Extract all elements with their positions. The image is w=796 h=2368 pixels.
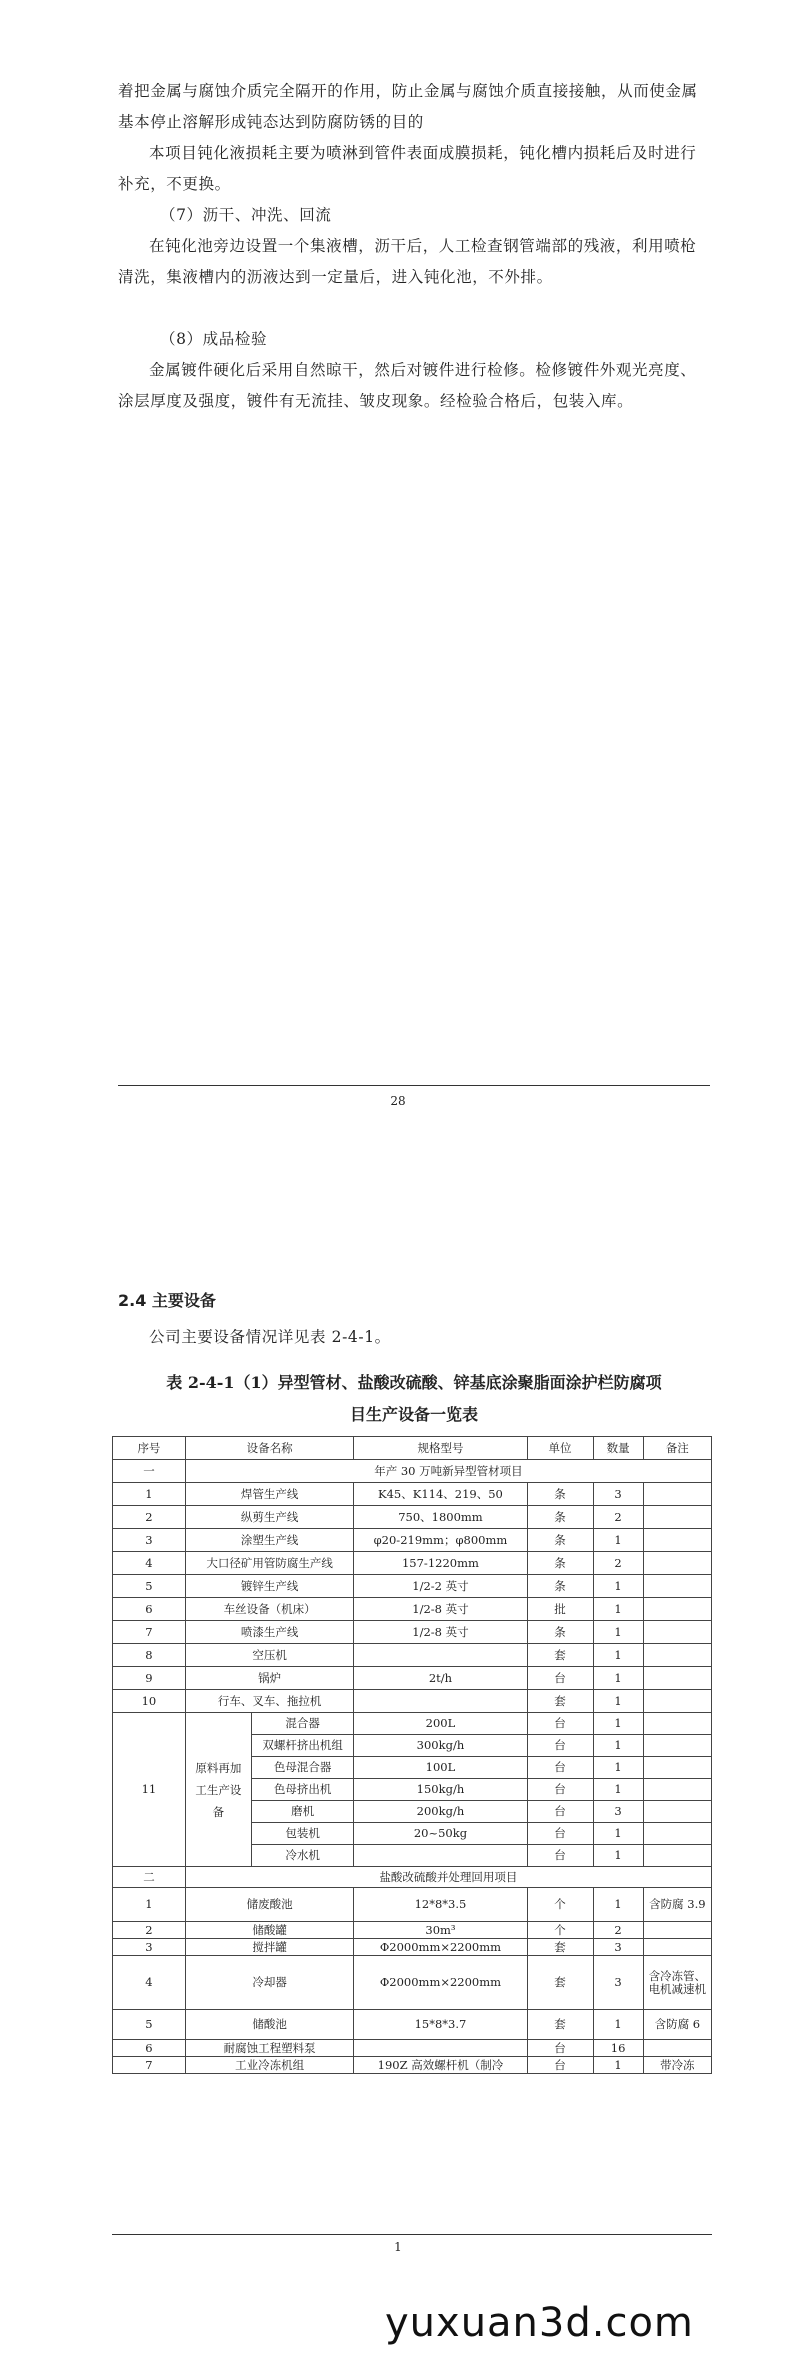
header-note: 备注 <box>643 1437 711 1460</box>
cell-note <box>643 1575 711 1598</box>
table-row <box>113 1598 712 1621</box>
watermark: yuxuan3d.com <box>385 2300 694 2346</box>
cell-name: 空压机 <box>185 1644 354 1667</box>
table-header-row <box>113 1437 712 1460</box>
cell-name: 焊管生产线 <box>185 1483 354 1506</box>
cell-unit: 条 <box>527 1483 593 1506</box>
header-unit: 单位 <box>527 1437 593 1460</box>
cell-qty: 1 <box>593 1735 643 1757</box>
cell-qty: 1 <box>593 1845 643 1867</box>
step-7-heading: （7）沥干、冲洗、回流 <box>160 206 332 224</box>
section-intro: 公司主要设备情况详见表 2-4-1。 <box>149 1328 391 1346</box>
cell-unit: 台 <box>527 1823 593 1845</box>
cell-qty: 3 <box>593 1801 643 1823</box>
cell-note <box>643 1779 711 1801</box>
cell-no: 7 <box>113 2057 186 2074</box>
paragraph-passivation-loss: 本项目钝化液损耗主要为喷淋到管件表面成膜损耗，钝化槽内损耗后及时进行补充，不更换。 <box>118 144 697 193</box>
cell-name: 车丝设备（机床） <box>185 1598 354 1621</box>
cell-unit: 台 <box>527 1735 593 1757</box>
cell-qty: 2 <box>593 1922 643 1939</box>
cell-note <box>643 1552 711 1575</box>
cell-no: 7 <box>113 1621 186 1644</box>
cell-no: 6 <box>113 2040 186 2057</box>
cell-spec: 100L <box>354 1757 527 1779</box>
cell-note <box>643 1757 711 1779</box>
cell-spec: 150kg/h <box>354 1779 527 1801</box>
cell-name: 涂塑生产线 <box>185 1529 354 1552</box>
cell-spec: Φ2000mm×2200mm <box>354 1956 527 2010</box>
header-no: 序号 <box>113 1437 186 1460</box>
cell-name: 行车、叉车、拖拉机 <box>185 1690 354 1713</box>
cell-note <box>643 1621 711 1644</box>
cell-name: 储酸池 <box>185 2010 354 2040</box>
cell-no: 6 <box>113 1598 186 1621</box>
cell-unit: 台 <box>527 2057 593 2074</box>
cell-qty: 1 <box>593 1621 643 1644</box>
cell-note <box>643 1690 711 1713</box>
cell-note <box>643 1644 711 1667</box>
cell-name: 冷却器 <box>185 1956 354 2010</box>
cell-qty: 1 <box>593 1598 643 1621</box>
cell-spec: K45、K114、219、50 <box>354 1483 527 1506</box>
cell-note <box>643 1506 711 1529</box>
cell-spec: 157-1220mm <box>354 1552 527 1575</box>
cell-name: 镀锌生产线 <box>185 1575 354 1598</box>
cell-note <box>643 1735 711 1757</box>
cell-no: 4 <box>113 1956 186 2010</box>
cell-spec: 1/2-8 英寸 <box>354 1598 527 1621</box>
group-title: 盐酸改硫酸并处理回用项目 <box>185 1867 711 1888</box>
group-row <box>113 1867 712 1888</box>
cell-unit: 套 <box>527 1690 593 1713</box>
cell-note <box>643 1922 711 1939</box>
cell-note <box>643 1667 711 1690</box>
cell-qty: 1 <box>593 1757 643 1779</box>
cell-no: 1 <box>113 1483 186 1506</box>
header-name: 设备名称 <box>185 1437 354 1460</box>
footer-divider <box>118 1085 710 1086</box>
page-number: 28 <box>390 1094 406 1108</box>
cell-note: 带冷冻 <box>643 2057 711 2074</box>
cell-qty: 1 <box>593 1823 643 1845</box>
cell-name: 混合器 <box>251 1713 353 1735</box>
table-row <box>113 1644 712 1667</box>
cell-no: 3 <box>113 1939 186 1956</box>
table-row <box>113 1667 712 1690</box>
cell-name: 储废酸池 <box>185 1888 354 1922</box>
cell-qty: 1 <box>593 2010 643 2040</box>
cell-spec: 2t/h <box>354 1667 527 1690</box>
table-row <box>113 1690 712 1713</box>
cell-note: 含防腐 6 <box>643 2010 711 2040</box>
cell-qty: 3 <box>593 1956 643 2010</box>
cell-unit: 批 <box>527 1598 593 1621</box>
paragraph-drain-rinse: 在钝化池旁边设置一个集液槽，沥干后，人工检查钢管端部的残液，利用喷枪清洗，集液槽内的沥液达到一定量后，进入钝化池，不外排。 <box>118 237 697 286</box>
cell-name: 冷水机 <box>251 1845 353 1867</box>
cell-unit: 个 <box>527 1922 593 1939</box>
cell-spec <box>354 1644 527 1667</box>
cell-spec <box>354 2040 527 2057</box>
cell-name: 双螺杆挤出机组 <box>251 1735 353 1757</box>
cell-note: 含冷冻管、电机减速机 <box>643 1956 711 2010</box>
cell-qty: 1 <box>593 1575 643 1598</box>
table-row <box>113 1939 712 1956</box>
group-title: 年产 30 万吨新异型管材项目 <box>185 1460 711 1483</box>
cell-no: 8 <box>113 1644 186 1667</box>
page-number: 1 <box>394 2240 402 2254</box>
cell-unit: 套 <box>527 1956 593 2010</box>
cell-spec: 1/2-8 英寸 <box>354 1621 527 1644</box>
group-no: 一 <box>113 1460 186 1483</box>
header-spec: 规格型号 <box>354 1437 527 1460</box>
cell-unit: 台 <box>527 2040 593 2057</box>
cell-qty: 16 <box>593 2040 643 2057</box>
cell-qty: 1 <box>593 1713 643 1735</box>
cell-name: 耐腐蚀工程塑料泵 <box>185 2040 354 2057</box>
equipment-table <box>112 1436 712 2074</box>
table-row <box>113 1713 712 1735</box>
cell-spec: Φ2000mm×2200mm <box>354 1939 527 1956</box>
cell-name: 色母挤出机 <box>251 1779 353 1801</box>
cell-no: 5 <box>113 1575 186 1598</box>
cell-name: 纵剪生产线 <box>185 1506 354 1529</box>
cell-no: 4 <box>113 1552 186 1575</box>
cell-qty: 1 <box>593 1529 643 1552</box>
cell-unit: 条 <box>527 1552 593 1575</box>
cell-note <box>643 1823 711 1845</box>
cell-note <box>643 1939 711 1956</box>
table-title-line2: 目生产设备一览表 <box>349 1405 478 1424</box>
cell-qty: 1 <box>593 1690 643 1713</box>
cell-qty: 1 <box>593 1667 643 1690</box>
table-row <box>113 1621 712 1644</box>
cell-unit: 台 <box>527 1713 593 1735</box>
cell-qty: 3 <box>593 1939 643 1956</box>
cell-spec: 12*8*3.5 <box>354 1888 527 1922</box>
table-row <box>113 2057 712 2074</box>
table-row <box>113 1888 712 1922</box>
cell-unit: 个 <box>527 1888 593 1922</box>
cell-spec <box>354 1690 527 1713</box>
cell-unit: 台 <box>527 1801 593 1823</box>
cell-no: 10 <box>113 1690 186 1713</box>
cell-name: 储酸罐 <box>185 1922 354 1939</box>
cell-name: 喷漆生产线 <box>185 1621 354 1644</box>
cell-spec: 15*8*3.7 <box>354 2010 527 2040</box>
cell-unit: 套 <box>527 2010 593 2040</box>
cell-unit: 条 <box>527 1575 593 1598</box>
table-row <box>113 2010 712 2040</box>
cell-name: 包装机 <box>251 1823 353 1845</box>
cell-qty: 3 <box>593 1483 643 1506</box>
cell-spec <box>354 1845 527 1867</box>
cell-note <box>643 1845 711 1867</box>
cell-no: 2 <box>113 1506 186 1529</box>
cell-no: 9 <box>113 1667 186 1690</box>
cell-name: 工业冷冻机组 <box>185 2057 354 2074</box>
cell-unit: 台 <box>527 1845 593 1867</box>
cell-unit: 条 <box>527 1506 593 1529</box>
cell-name: 色母混合器 <box>251 1757 353 1779</box>
cell-note <box>643 1483 711 1506</box>
cell-no: 11 <box>113 1713 186 1867</box>
cell-no: 1 <box>113 1888 186 1922</box>
table-row <box>113 1922 712 1939</box>
cell-note <box>643 1529 711 1552</box>
cell-unit: 台 <box>527 1757 593 1779</box>
group-no: 二 <box>113 1867 186 1888</box>
step-8-heading: （8）成品检验 <box>160 330 268 348</box>
cell-unit: 台 <box>527 1667 593 1690</box>
cell-no: 3 <box>113 1529 186 1552</box>
paragraph-inspection: 金属镀件硬化后采用自然晾干，然后对镀件进行检修。检修镀件外观光亮度、涂层厚度及强度，镀件有无流挂、皱皮现象。经检验合格后，包装入库。 <box>118 361 697 410</box>
cell-note <box>643 1801 711 1823</box>
section-title: 2.4 主要设备 <box>118 1291 216 1310</box>
cell-qty: 1 <box>593 1779 643 1801</box>
cell-group: 原料再加工生产设备 <box>185 1713 251 1867</box>
cell-spec: φ20-219mm；φ800mm <box>354 1529 527 1552</box>
cell-name: 锅炉 <box>185 1667 354 1690</box>
cell-spec: 20~50kg <box>354 1823 527 1845</box>
cell-note <box>643 1713 711 1735</box>
table-row <box>113 2040 712 2057</box>
cell-note: 含防腐 3.9 <box>643 1888 711 1922</box>
cell-name: 磨机 <box>251 1801 353 1823</box>
cell-unit: 条 <box>527 1529 593 1552</box>
paragraph-passivation-effect: 着把金属与腐蚀介质完全隔开的作用，防止金属与腐蚀介质直接接触，从而使金属基本停止溶解形成钝态达到防腐防锈的目的 <box>118 82 698 131</box>
table-row <box>113 1956 712 2010</box>
cell-qty: 1 <box>593 1888 643 1922</box>
table-row <box>113 1575 712 1598</box>
cell-unit: 台 <box>527 1779 593 1801</box>
cell-spec: 300kg/h <box>354 1735 527 1757</box>
cell-unit: 套 <box>527 1644 593 1667</box>
cell-qty: 2 <box>593 1552 643 1575</box>
cell-spec: 30m³ <box>354 1922 527 1939</box>
table-bottom-rule <box>112 2234 712 2235</box>
table-row <box>113 1483 712 1506</box>
cell-qty: 2 <box>593 1506 643 1529</box>
cell-note <box>643 1598 711 1621</box>
cell-qty: 1 <box>593 1644 643 1667</box>
cell-spec: 200L <box>354 1713 527 1735</box>
cell-name: 搅拌罐 <box>185 1939 354 1956</box>
table-row <box>113 1506 712 1529</box>
cell-spec: 1/2-2 英寸 <box>354 1575 527 1598</box>
table-title-line1: 表 2-4-1（1）异型管材、盐酸改硫酸、锌基底涂聚脂面涂护栏防腐项 <box>166 1373 662 1392</box>
cell-unit: 条 <box>527 1621 593 1644</box>
cell-note <box>643 2040 711 2057</box>
cell-name: 大口径矿用管防腐生产线 <box>185 1552 354 1575</box>
cell-unit: 套 <box>527 1939 593 1956</box>
table-row <box>113 1552 712 1575</box>
table-row <box>113 1529 712 1552</box>
cell-spec: 190Z 高效螺杆机（制冷 <box>354 2057 527 2074</box>
cell-spec: 200kg/h <box>354 1801 527 1823</box>
group-row <box>113 1460 712 1483</box>
cell-no: 5 <box>113 2010 186 2040</box>
cell-spec: 750、1800mm <box>354 1506 527 1529</box>
header-qty: 数量 <box>593 1437 643 1460</box>
cell-no: 2 <box>113 1922 186 1939</box>
cell-qty: 1 <box>593 2057 643 2074</box>
